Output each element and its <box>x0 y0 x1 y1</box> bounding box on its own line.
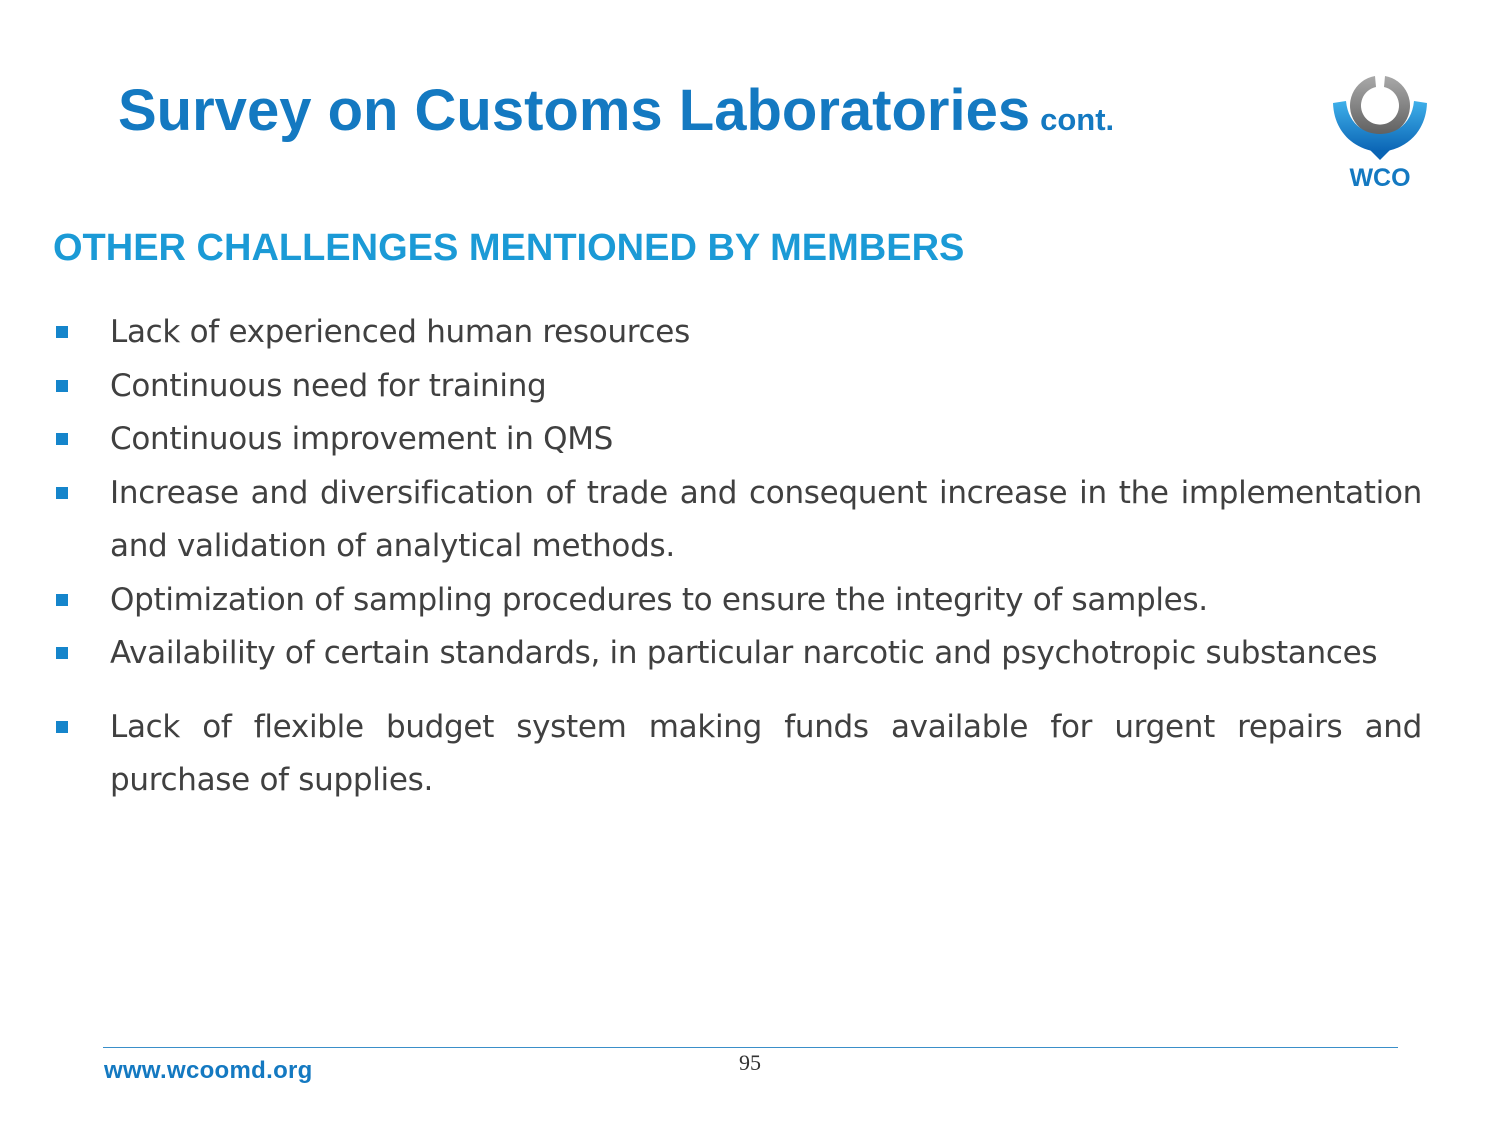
challenges-list <box>56 306 1422 808</box>
list-item-text: Increase and diversification of trade and consequent increase in the implementation and validation of analytical methods. <box>110 474 1422 564</box>
list-item-text: Lack of experienced human resources <box>110 314 690 350</box>
list-item-text: Lack of flexible budget system making funds available for urgent repairs and purchase of supplies. <box>110 708 1422 798</box>
footer-url: www.wcoomd.org <box>104 1057 313 1084</box>
list-item <box>56 467 1422 574</box>
list-item-text: Continuous need for training <box>110 367 547 404</box>
slide-title <box>118 78 1114 145</box>
wco-logo-icon <box>1326 70 1434 195</box>
list-item-text: Availability of certain standards, in particular narcotic and psychotropic substances <box>110 635 1378 671</box>
slide-title-text: Survey on Customs Laboratories <box>118 78 1031 143</box>
list-item <box>56 627 1422 681</box>
list-item <box>56 413 1422 467</box>
list-item <box>56 574 1422 628</box>
square-bullet-icon <box>56 594 68 606</box>
list-item-text: Continuous improvement in QMS <box>110 421 614 457</box>
square-bullet-icon <box>56 433 68 445</box>
square-bullet-icon <box>56 647 68 659</box>
footer-divider <box>103 1047 1398 1048</box>
page-number: 95 <box>739 1050 761 1075</box>
slide-title-suffix: cont. <box>1040 102 1115 137</box>
square-bullet-icon <box>56 326 68 338</box>
list-item <box>56 360 1422 414</box>
wco-logo-text: WCO <box>1349 164 1411 192</box>
square-bullet-icon <box>56 487 68 499</box>
square-bullet-icon <box>56 380 68 392</box>
list-item <box>56 306 1422 360</box>
square-bullet-icon <box>56 721 68 733</box>
section-heading: OTHER CHALLENGES MENTIONED BY MEMBERS <box>53 227 965 269</box>
list-item <box>56 701 1422 808</box>
list-item-text: Optimization of sampling procedures to ensure the integrity of samples. <box>110 581 1208 618</box>
wco-logo <box>1326 70 1434 195</box>
